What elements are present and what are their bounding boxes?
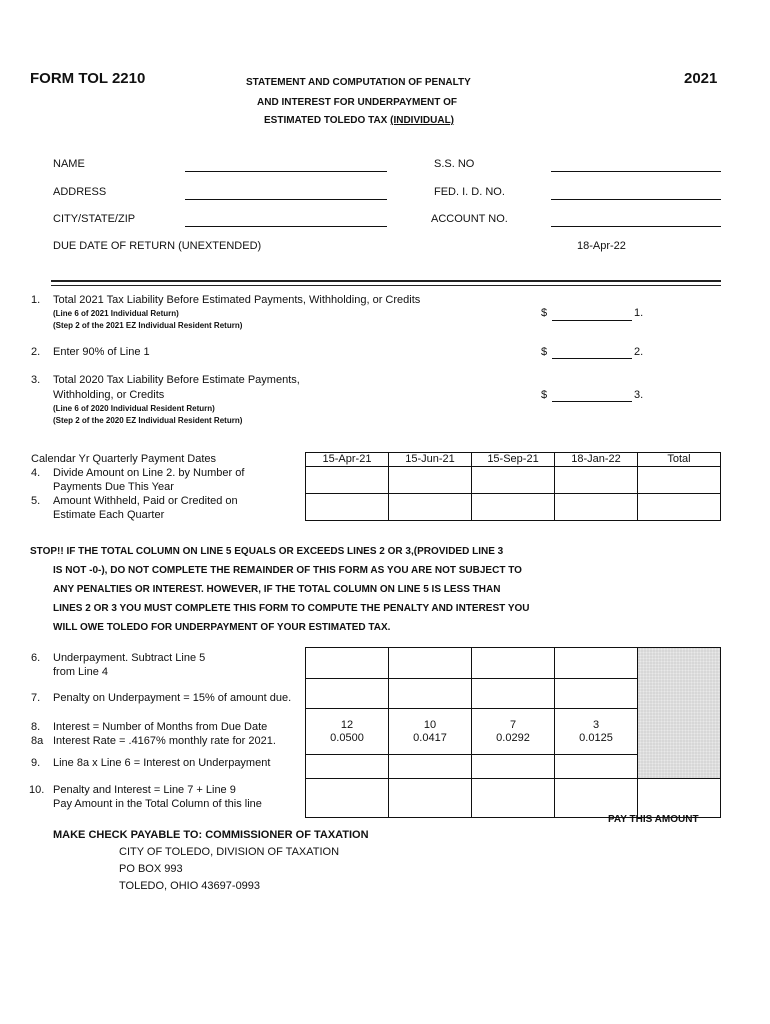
form-title-line-1: STATEMENT AND COMPUTATION OF PENALTY xyxy=(246,77,471,88)
line-3-text-2: Withholding, or Credits xyxy=(53,389,165,401)
line-10-q1-cell[interactable] xyxy=(306,779,389,818)
line-8-number: 8. xyxy=(31,721,41,733)
form-title-line-2: AND INTEREST FOR UNDERPAYMENT OF xyxy=(257,97,458,108)
line-4-q4-cell[interactable] xyxy=(555,467,638,494)
line-6-q3-cell[interactable] xyxy=(472,648,555,679)
line-6-number: 6. xyxy=(31,652,41,664)
line-10-total-cell[interactable] xyxy=(638,779,721,818)
line-10-q3-cell[interactable] xyxy=(472,779,555,818)
line-4-text-1: Divide Amount on Line 2. by Number of xyxy=(53,467,245,479)
line-1-note-2: (Step 2 of the 2021 EZ Individual Resident Return) xyxy=(53,321,243,330)
stop-notice-line-5: WILL OWE TOLEDO FOR UNDERPAYMENT OF YOUR ESTIMATED TAX. xyxy=(53,622,391,633)
ssn-label: S.S. NO xyxy=(434,158,475,170)
line-2-amount-field[interactable] xyxy=(552,358,632,359)
quarterly-table xyxy=(305,452,721,521)
quarter-date-2: 15-Jun-21 xyxy=(389,453,472,467)
line-3-note-1: (Line 6 of 2020 Individual Resident Return) xyxy=(53,404,215,413)
address-field[interactable] xyxy=(185,199,387,200)
line-3-dollar: $ xyxy=(541,389,548,401)
line-10-q4-cell[interactable] xyxy=(555,779,638,818)
line-9-q2-cell[interactable] xyxy=(389,755,472,779)
line-10-number: 10. xyxy=(29,784,45,796)
line-9-q4-cell[interactable] xyxy=(555,755,638,779)
line-8-q4-cell xyxy=(555,709,638,755)
line-9-q3-cell[interactable] xyxy=(472,755,555,779)
line-7-q1-cell[interactable] xyxy=(306,679,389,709)
name-field[interactable] xyxy=(185,171,387,172)
form-title-underlined: (INDIVIDUAL) xyxy=(390,115,455,126)
separator-rule xyxy=(51,280,721,282)
line-5-number: 5. xyxy=(31,495,41,507)
line-5-q1-cell[interactable] xyxy=(306,494,389,521)
line-10-q2-cell[interactable] xyxy=(389,779,472,818)
line-5-text-1: Amount Withheld, Paid or Credited on xyxy=(53,495,238,507)
line-4-q3-cell[interactable] xyxy=(472,467,555,494)
quarterly-dates-label: Calendar Yr Quarterly Payment Dates xyxy=(31,453,217,465)
account-field[interactable] xyxy=(551,226,721,227)
quarter-date-1: 15-Apr-21 xyxy=(306,453,389,467)
line-9-q1-cell[interactable] xyxy=(306,755,389,779)
line-6-q4-cell[interactable] xyxy=(555,648,638,679)
fed-id-field[interactable] xyxy=(551,199,721,200)
line-7-number: 7. xyxy=(31,692,41,704)
line-2-ref: 2. xyxy=(634,346,644,358)
payable-to-label: MAKE CHECK PAYABLE TO: COMMISSIONER OF TAXATION xyxy=(53,829,369,841)
quarter-total-header: Total xyxy=(638,453,721,467)
line-1-text: Total 2021 Tax Liability Before Estimated Payments, Withholding, or Credits xyxy=(53,294,421,306)
line-7-q4-cell[interactable] xyxy=(555,679,638,709)
pay-this-amount-label: PAY THIS AMOUNT xyxy=(608,814,699,825)
shaded-total-block xyxy=(638,648,721,779)
line-3-amount-field[interactable] xyxy=(552,401,632,402)
form-title-text: ESTIMATED TOLEDO TAX xyxy=(264,115,391,126)
line-9-number: 9. xyxy=(31,757,41,769)
payable-address-line-3: TOLEDO, OHIO 43697-0993 xyxy=(119,880,261,892)
form-title-line-3 xyxy=(264,115,454,126)
stop-notice-line-4: LINES 2 OR 3 YOU MUST COMPLETE THIS FORM TO COMPUTE THE PENALTY AND INTEREST YOU xyxy=(53,603,530,614)
account-label: ACCOUNT NO. xyxy=(431,213,508,225)
line-4-number: 4. xyxy=(31,467,41,479)
line-8-q1-cell xyxy=(306,709,389,755)
line-10-text-1: Penalty and Interest = Line 7 + Line 9 xyxy=(53,784,236,796)
line-3-note-2: (Step 2 of the 2020 EZ Individual Resident Return) xyxy=(53,416,243,425)
line-6-q2-cell[interactable] xyxy=(389,648,472,679)
tax-year: 2021 xyxy=(684,70,718,87)
line-3-text-1: Total 2020 Tax Liability Before Estimate Payments, xyxy=(53,374,300,386)
separator-rule-thin xyxy=(51,285,721,286)
months-q4: 3 xyxy=(592,718,600,731)
line-1-number: 1. xyxy=(31,294,41,306)
line-5-q2-cell[interactable] xyxy=(389,494,472,521)
payable-address-line-2: PO BOX 993 xyxy=(119,863,183,875)
line-6-text-2: from Line 4 xyxy=(53,666,109,678)
quarter-date-4: 18-Jan-22 xyxy=(555,453,638,467)
line-5-q3-cell[interactable] xyxy=(472,494,555,521)
line-5-text-2: Estimate Each Quarter xyxy=(53,509,165,521)
rate-q4: 0.0125 xyxy=(579,731,613,744)
due-date-value: 18-Apr-22 xyxy=(577,240,626,252)
line-8-q3-cell xyxy=(472,709,555,755)
city-label: CITY/STATE/ZIP xyxy=(53,213,136,225)
months-q2: 10 xyxy=(423,718,437,731)
rate-q1: 0.0500 xyxy=(330,731,364,744)
line-5-q4-cell[interactable] xyxy=(555,494,638,521)
line-7-q3-cell[interactable] xyxy=(472,679,555,709)
payable-address-line-1: CITY OF TOLEDO, DIVISION OF TAXATION xyxy=(119,846,340,858)
line-2-number: 2. xyxy=(31,346,41,358)
line-5-total-cell[interactable] xyxy=(638,494,721,521)
line-3-number: 3. xyxy=(31,374,41,386)
rate-q2: 0.0417 xyxy=(413,731,447,744)
stop-notice-line-1: STOP!! IF THE TOTAL COLUMN ON LINE 5 EQUALS OR EXCEEDS LINES 2 OR 3,(PROVIDED LINE 3 xyxy=(30,546,504,557)
name-label: NAME xyxy=(53,158,85,170)
line-6-q1-cell[interactable] xyxy=(306,648,389,679)
form-number: FORM TOL 2210 xyxy=(30,70,146,87)
line-10-text-2: Pay Amount in the Total Column of this line xyxy=(53,798,262,810)
line-1-amount-field[interactable] xyxy=(552,320,632,321)
line-3-ref: 3. xyxy=(634,389,644,401)
line-6-text-1: Underpayment. Subtract Line 5 xyxy=(53,652,206,664)
line-2-text: Enter 90% of Line 1 xyxy=(53,346,150,358)
line-1-dollar: $ xyxy=(541,307,548,319)
due-date-label: DUE DATE OF RETURN (UNEXTENDED) xyxy=(53,240,262,252)
ssn-field[interactable] xyxy=(551,171,721,172)
line-4-q1-cell[interactable] xyxy=(306,467,389,494)
fed-id-label: FED. I. D. NO. xyxy=(434,186,505,198)
city-field[interactable] xyxy=(185,226,387,227)
line-4-text-2: Payments Due This Year xyxy=(53,481,174,493)
months-q3: 7 xyxy=(509,718,517,731)
line-8-q2-cell xyxy=(389,709,472,755)
stop-notice-line-2: IS NOT -0-), DO NOT COMPLETE THE REMAINDER OF THIS FORM AS YOU ARE NOT SUBJECT TO xyxy=(53,565,522,576)
line-1-ref: 1. xyxy=(634,307,644,319)
calculation-table xyxy=(305,647,721,818)
stop-notice-line-3: ANY PENALTIES OR INTEREST. HOWEVER, IF THE TOTAL COLUMN ON LINE 5 IS LESS THAN xyxy=(53,584,501,595)
line-4-q2-cell[interactable] xyxy=(389,467,472,494)
line-8a-number: 8a xyxy=(31,735,44,747)
line-8-text: Interest = Number of Months from Due Date xyxy=(53,721,268,733)
line-9-text: Line 8a x Line 6 = Interest on Underpayment xyxy=(53,757,271,769)
address-label: ADDRESS xyxy=(53,186,107,198)
line-4-total-cell[interactable] xyxy=(638,467,721,494)
line-8a-text: Interest Rate = .4167% monthly rate for 2021. xyxy=(53,735,276,747)
line-7-q2-cell[interactable] xyxy=(389,679,472,709)
line-1-note-1: (Line 6 of 2021 Individual Return) xyxy=(53,309,179,318)
line-2-dollar: $ xyxy=(541,346,548,358)
quarter-date-3: 15-Sep-21 xyxy=(472,453,555,467)
months-q1: 12 xyxy=(340,718,354,731)
line-7-text: Penalty on Underpayment = 15% of amount due. xyxy=(53,692,292,704)
rate-q3: 0.0292 xyxy=(496,731,530,744)
